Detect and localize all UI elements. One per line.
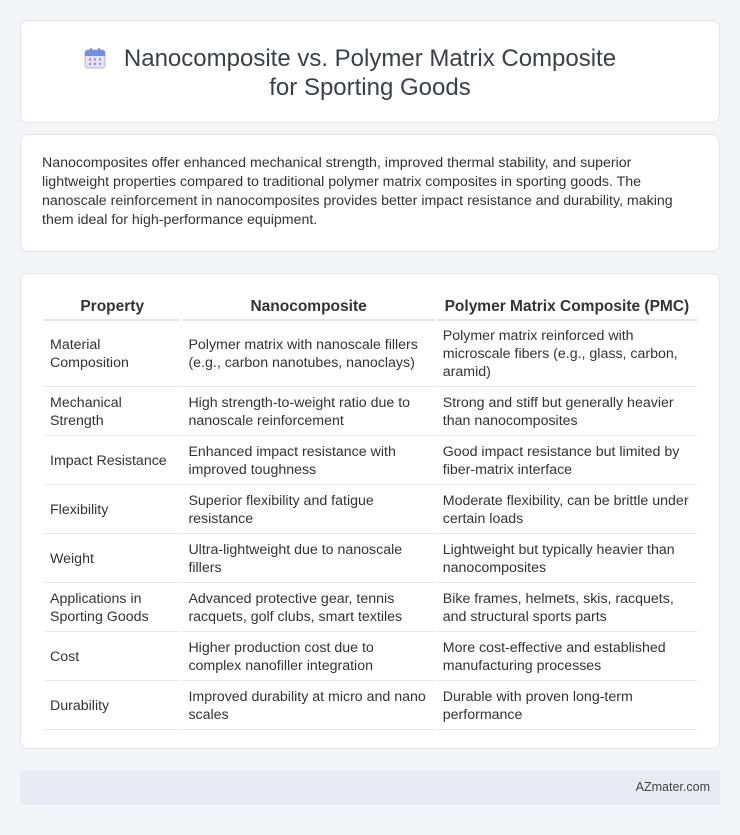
row-property: Weight [44,535,180,583]
row-nanocomposite: Superior flexibility and fatigue resistance [182,486,434,534]
row-nanocomposite: High strength-to-weight ratio due to nanoscale reinforcement [182,388,434,436]
row-property: Cost [44,633,180,681]
row-property: Durability [44,682,180,730]
header-nanocomposite: Nanocomposite [182,295,434,321]
row-pmc: Moderate flexibility, can be brittle under certain loads [437,486,697,534]
comparison-table [42,294,699,731]
row-nanocomposite: Enhanced impact resistance with improved toughness [182,437,434,485]
comparison-card [20,273,720,749]
title-card [20,20,720,123]
table-row [44,584,697,632]
footer [20,770,720,805]
footer-site-link[interactable]: AZmater.com [635,780,710,794]
row-pmc: Strong and stiff but generally heavier than nanocomposites [437,388,697,436]
header-pmc: Polymer Matrix Composite (PMC) [437,295,697,321]
table-row [44,633,697,681]
intro-paragraph: Nanocomposites offer enhanced mechanical strength, improved thermal stability, and superior lightweight properties compared to traditional polymer matrix composites in sporting goods. The nanoscale reinforcement in nanocomposites provides better impact resistance and durability, making them ideal for high-performance equipment. [42,155,673,228]
table-row [44,486,697,534]
row-property: Flexibility [44,486,180,534]
row-nanocomposite: Ultra-lightweight due to nanoscale fillers [182,535,434,583]
table-row [44,437,697,485]
table-row [44,322,697,387]
row-pmc: More cost-effective and established manufacturing processes [437,633,697,681]
table-row [44,388,697,436]
row-pmc: Lightweight but typically heavier than nanocomposites [437,535,697,583]
row-nanocomposite: Advanced protective gear, tennis racquets, golf clubs, smart textiles [182,584,434,632]
table-header-row [44,295,697,321]
table-row [44,682,697,730]
header-property: Property [44,295,180,321]
row-pmc: Polymer matrix reinforced with microscale fibers (e.g., glass, carbon, aramid) [437,322,697,387]
row-property: Applications in Sporting Goods [44,584,180,632]
row-pmc: Durable with proven long-term performance [437,682,697,730]
row-nanocomposite: Polymer matrix with nanoscale fillers (e.g., carbon nanotubes, nanoclays) [182,322,434,387]
row-pmc: Good impact resistance but limited by fiber-matrix interface [437,437,697,485]
row-property: Impact Resistance [44,437,180,485]
intro-card [20,134,720,252]
page-title: Nanocomposite vs. Polymer Matrix Composite for Sporting Goods [123,45,617,101]
row-nanocomposite: Higher production cost due to complex nanofiller integration [182,633,434,681]
row-property: Material Composition [44,322,180,387]
row-property: Mechanical Strength [44,388,180,436]
table-row [44,535,697,583]
row-nanocomposite: Improved durability at micro and nano scales [182,682,434,730]
row-pmc: Bike frames, helmets, skis, racquets, and structural sports parts [437,584,697,632]
